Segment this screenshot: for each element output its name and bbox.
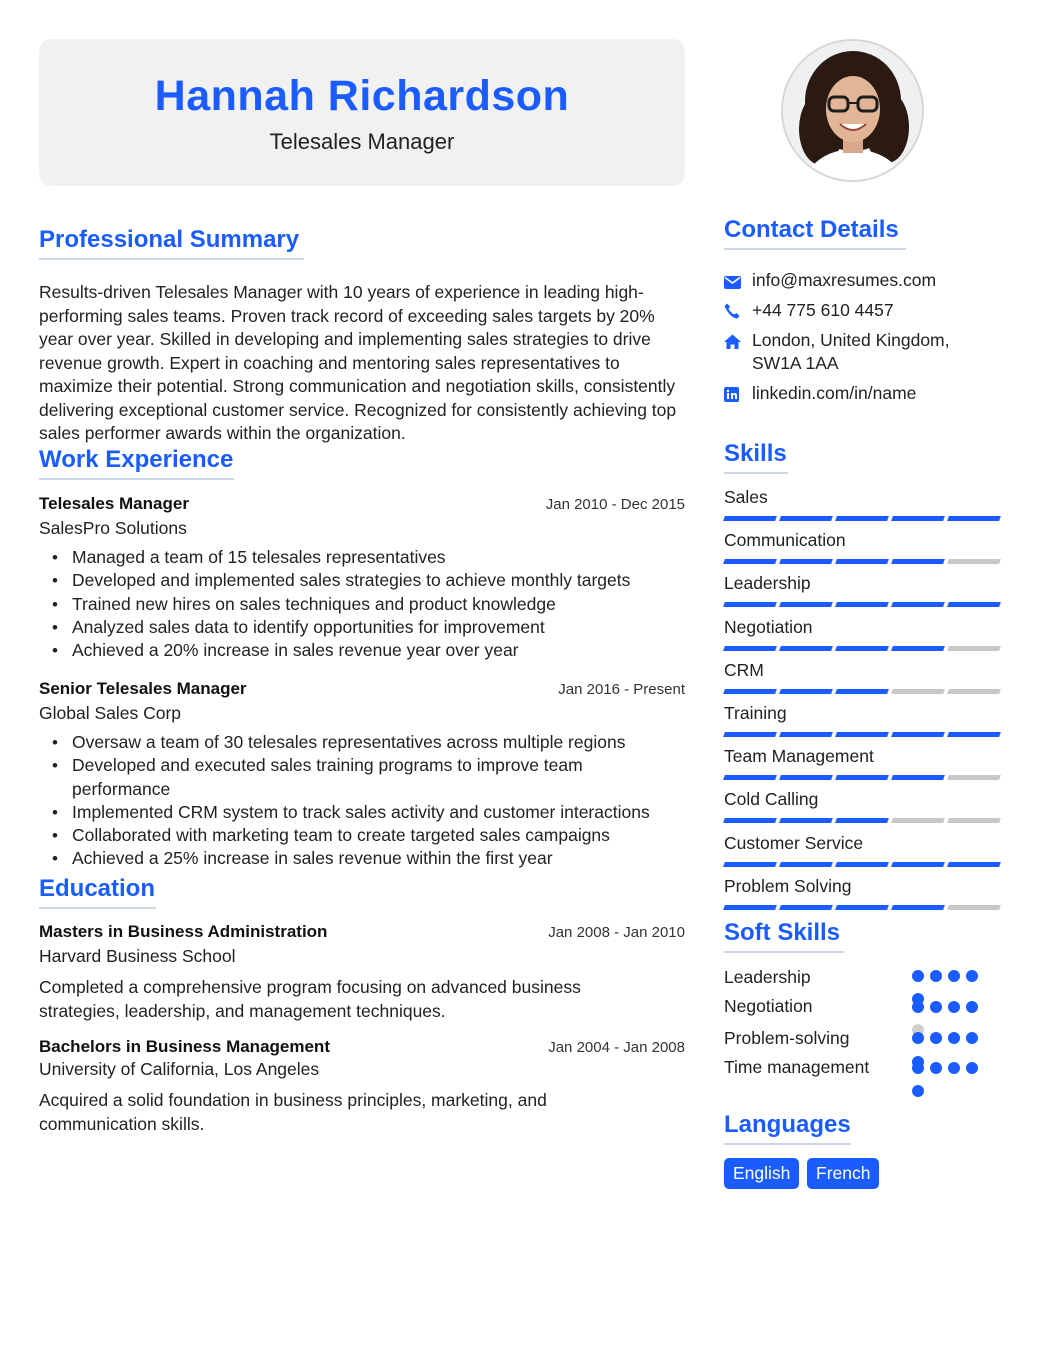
skill-segment-filled — [723, 862, 777, 867]
skill-segment-filled — [835, 559, 889, 564]
skill-label: Leadership — [724, 573, 811, 594]
skill-segment-empty — [891, 689, 945, 694]
linkedin-icon — [724, 382, 752, 408]
skill-segment-filled — [779, 646, 833, 651]
skill-level-bar — [724, 905, 1000, 910]
school-name: Harvard Business School — [39, 946, 236, 966]
skill-segment-filled — [779, 818, 833, 823]
skill-segment-filled — [835, 732, 889, 737]
contact-email[interactable] — [724, 269, 936, 295]
skill-row — [724, 876, 1000, 910]
skill-label: Communication — [724, 530, 846, 551]
rating-dot — [948, 1001, 960, 1013]
profile-photo — [781, 39, 924, 182]
skill-segment-filled — [891, 775, 945, 780]
job-dates: Jan 2016 - Present — [558, 681, 685, 698]
job-bullets — [72, 731, 685, 871]
degree-title: Masters in Business Administration — [39, 922, 328, 941]
linkedin-text: linkedin.com/in/name — [752, 383, 917, 403]
skill-segment-filled — [891, 732, 945, 737]
skill-level-bar — [724, 775, 1000, 780]
skill-label: Sales — [724, 487, 768, 507]
contact-linkedin[interactable] — [724, 382, 916, 408]
skill-segment-filled — [723, 602, 777, 607]
skill-segment-empty — [947, 775, 1001, 780]
skill-segment-filled — [779, 559, 833, 564]
skill-segment-empty — [947, 559, 1001, 564]
list-item: • Achieved a 20% increase in sales revenue year over year — [72, 639, 685, 662]
skill-segment-filled — [891, 602, 945, 607]
skill-segment-filled — [835, 516, 889, 521]
summary-heading: Professional Summary — [39, 226, 304, 260]
skill-segment-filled — [779, 602, 833, 607]
education-entry — [39, 1037, 685, 1136]
skill-row — [724, 573, 1000, 607]
list-item: • Oversaw a team of 30 telesales representatives across multiple regions — [72, 731, 685, 754]
skills-heading: Skills — [724, 440, 788, 474]
soft-skill-label: Negotiation — [724, 996, 813, 1016]
skill-row — [724, 746, 1000, 780]
list-item: • Managed a team of 15 telesales representatives — [72, 546, 685, 569]
skill-label: Team Management — [724, 746, 874, 767]
contact-address — [724, 329, 974, 375]
skill-segment-filled — [891, 646, 945, 651]
rating-dot — [930, 1032, 942, 1044]
contact-phone[interactable] — [724, 299, 894, 325]
skill-segment-filled — [779, 516, 833, 521]
skill-segment-filled — [723, 775, 777, 780]
skill-level-bar — [724, 559, 1000, 564]
contact-heading: Contact Details — [724, 216, 906, 250]
company-name: Global Sales Corp — [39, 703, 182, 723]
skill-segment-filled — [835, 646, 889, 651]
skill-label: Negotiation — [724, 616, 813, 637]
skill-segment-filled — [779, 775, 833, 780]
skill-segment-filled — [835, 689, 889, 694]
rating-dot — [948, 1062, 960, 1074]
rating-dot — [966, 1001, 978, 1013]
skill-segment-empty — [891, 818, 945, 823]
home-icon — [724, 329, 752, 375]
language-badge: French — [807, 1158, 879, 1189]
skill-level-bar — [724, 602, 1000, 607]
list-item: • Implemented CRM system to track sales activity and customer interactions — [72, 801, 685, 824]
skill-level-bar — [724, 516, 1000, 521]
job-dates: Jan 2010 - Dec 2015 — [545, 496, 685, 513]
address-text: London, United Kingdom, SW1A 1AA — [752, 330, 950, 373]
rating-dot — [966, 970, 978, 982]
rating-dot — [912, 1032, 924, 1044]
candidate-name: Hannah Richardson — [154, 72, 570, 120]
skill-row — [724, 487, 1000, 521]
skill-level-bar — [724, 689, 1000, 694]
skill-segment-empty — [947, 689, 1001, 694]
skill-segment-filled — [891, 905, 945, 910]
skill-segment-filled — [891, 862, 945, 867]
rating-dot — [930, 1001, 942, 1013]
rating-dot — [930, 970, 942, 982]
degree-dates: Jan 2004 - Jan 2008 — [548, 1039, 685, 1056]
skill-level-bar — [724, 818, 1000, 823]
job-title: Senior Telesales Manager — [39, 679, 247, 698]
skill-segment-filled — [835, 775, 889, 780]
skill-label: Cold Calling — [724, 789, 819, 810]
rating-dot — [912, 1085, 924, 1097]
skill-segment-filled — [835, 862, 889, 867]
job-bullets — [72, 546, 685, 662]
skill-row — [724, 703, 1000, 737]
skill-segment-empty — [947, 905, 1001, 910]
skill-row — [724, 530, 1000, 564]
phone-text: +44 775 610 4457 — [752, 300, 894, 320]
experience-entry — [39, 494, 685, 662]
skill-segment-filled — [779, 732, 833, 737]
rating-dot — [912, 1001, 924, 1013]
skill-level-bar — [724, 862, 1000, 867]
degree-description: Completed a comprehensive program focusing on advanced business strategies, leadership, and management techniques. — [39, 977, 581, 1021]
skill-level-bar — [724, 732, 1000, 737]
school-name: University of California, Los Angeles — [39, 1059, 320, 1079]
skill-segment-filled — [779, 689, 833, 694]
skill-segment-filled — [723, 689, 777, 694]
skill-segment-filled — [723, 905, 777, 910]
skill-segment-filled — [723, 516, 777, 521]
skill-segment-filled — [947, 516, 1001, 521]
skill-segment-empty — [947, 818, 1001, 823]
skill-segment-filled — [891, 516, 945, 521]
skill-segment-filled — [779, 862, 833, 867]
skill-segment-filled — [835, 905, 889, 910]
rating-dot — [948, 1032, 960, 1044]
rating-dot — [966, 1032, 978, 1044]
degree-title: Bachelors in Business Management — [39, 1037, 330, 1056]
skill-segment-filled — [723, 646, 777, 651]
envelope-icon — [724, 269, 752, 295]
skill-segment-filled — [947, 602, 1001, 607]
list-item: • Trained new hires on sales techniques and product knowledge — [72, 593, 685, 616]
skill-segment-filled — [835, 602, 889, 607]
skill-segment-filled — [723, 559, 777, 564]
soft-skill-label: Problem-solving — [724, 1028, 850, 1048]
skill-label: Training — [724, 703, 787, 723]
skill-segment-filled — [891, 559, 945, 564]
rating-dot — [912, 970, 924, 982]
skill-segment-filled — [947, 862, 1001, 867]
phone-icon — [724, 299, 752, 325]
skill-label: Problem Solving — [724, 875, 852, 896]
skill-segment-empty — [947, 646, 1001, 651]
degree-dates: Jan 2008 - Jan 2010 — [548, 924, 685, 941]
education-heading: Education — [39, 875, 156, 909]
skill-segment-filled — [723, 732, 777, 737]
company-name: SalesPro Solutions — [39, 518, 187, 538]
summary-text: Results-driven Telesales Manager with 10 years of experience in leading high-performing sales teams. Proven track record of exceeding sales targets by 20% year over year. Skilled in developing and implementing sales strategies to drive revenue growth. Expert in coaching and mentoring sales representatives to maximize their potential. Strong communication and negotiation skills, consistently delivering exceptional customer service. Recognized for consistently achieving top sales performer awards within the organization. — [39, 282, 677, 443]
candidate-title: Telesales Manager — [269, 129, 455, 154]
skill-row — [724, 660, 1000, 694]
rating-dot — [948, 970, 960, 982]
skill-row — [724, 833, 1000, 867]
job-title: Telesales Manager — [39, 494, 189, 513]
experience-entry — [39, 679, 685, 871]
skill-row — [724, 617, 1000, 651]
list-item: • Developed and implemented sales strategies to achieve monthly targets — [72, 569, 685, 592]
degree-description: Acquired a solid foundation in business principles, marketing, and communication skills. — [39, 1090, 547, 1134]
languages-heading: Languages — [724, 1111, 851, 1145]
skill-label: CRM — [724, 659, 764, 680]
email-text: info@maxresumes.com — [752, 270, 937, 290]
skill-level-bar — [724, 646, 1000, 651]
experience-heading: Work Experience — [39, 446, 234, 480]
skill-segment-filled — [779, 905, 833, 910]
skill-segment-filled — [723, 818, 777, 823]
list-item: • Collaborated with marketing team to create targeted sales campaigns — [72, 824, 685, 847]
language-badge: English — [724, 1158, 799, 1189]
skill-row — [724, 789, 1000, 823]
rating-dot — [966, 1062, 978, 1074]
skill-segment-filled — [947, 732, 1001, 737]
rating-dot — [912, 1062, 924, 1074]
list-item: • Analyzed sales data to identify opportunities for improvement — [72, 616, 685, 639]
soft-skills-heading: Soft Skills — [724, 919, 844, 953]
portrait-illustration — [783, 41, 924, 182]
skill-segment-filled — [835, 818, 889, 823]
header-card — [39, 39, 685, 186]
soft-skill-label: Time management — [724, 1057, 870, 1077]
education-entry — [39, 922, 685, 1023]
list-item: • Developed and executed sales training programs to improve team performance — [72, 754, 685, 801]
skill-label: Customer Service — [724, 832, 864, 853]
soft-skill-label: Leadership — [724, 967, 811, 987]
rating-dot — [930, 1062, 942, 1074]
list-item: • Achieved a 25% increase in sales revenue within the first year — [72, 847, 685, 870]
